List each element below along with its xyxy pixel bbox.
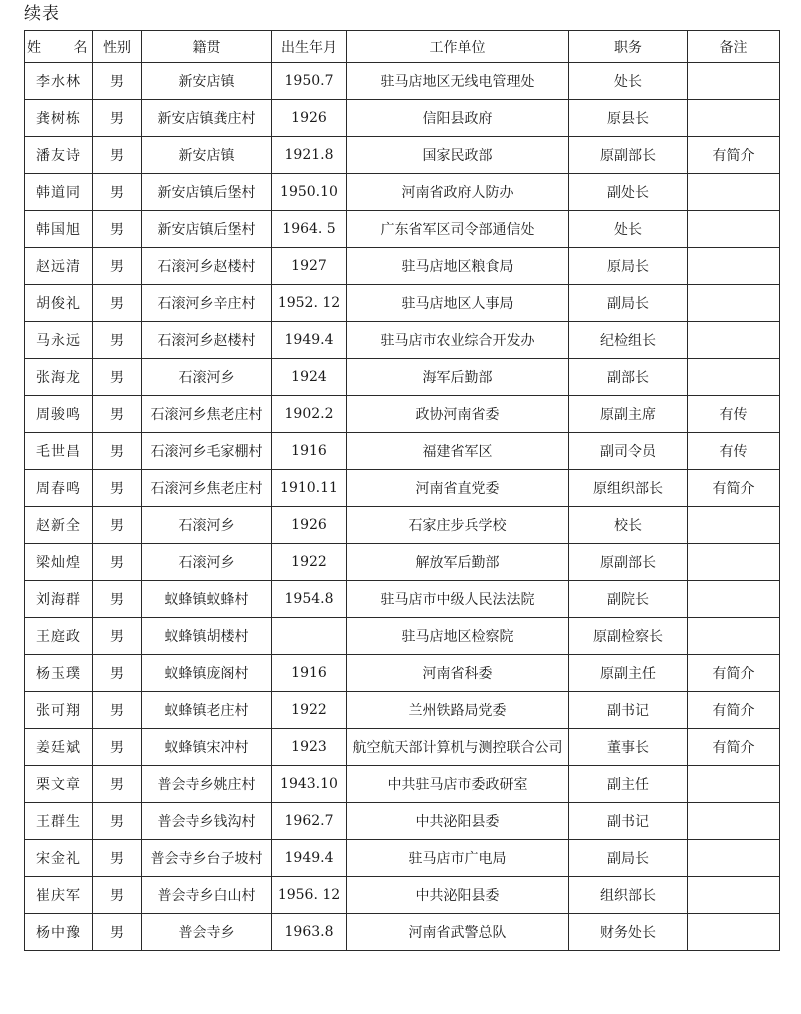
cell-note: 有简介	[688, 655, 780, 692]
table-row	[25, 470, 780, 507]
cell-birth: 1963.8	[272, 914, 347, 951]
cell-title: 副主任	[569, 766, 688, 803]
cell-origin: 石滚河乡焦老庄村	[142, 396, 272, 433]
cell-origin: 蚁蜂镇蚁蜂村	[142, 581, 272, 618]
cell-gender: 男	[93, 655, 142, 692]
cell-work: 中共泌阳县委	[347, 803, 569, 840]
table-row	[25, 174, 780, 211]
cell-name: 张海龙	[25, 359, 93, 396]
cell-title: 纪检组长	[569, 322, 688, 359]
cell-gender: 男	[93, 729, 142, 766]
cell-title: 处长	[569, 211, 688, 248]
cell-gender: 男	[93, 322, 142, 359]
personnel-table	[24, 30, 780, 951]
cell-work: 驻马店地区人事局	[347, 285, 569, 322]
cell-work: 河南省政府人防办	[347, 174, 569, 211]
cell-birth: 1921.8	[272, 137, 347, 174]
cell-birth: 1924	[272, 359, 347, 396]
cell-origin: 普会寺乡白山村	[142, 877, 272, 914]
cell-work: 驻马店地区粮食局	[347, 248, 569, 285]
cell-gender: 男	[93, 63, 142, 100]
cell-birth: 1952. 12	[272, 285, 347, 322]
cell-origin: 石滚河乡	[142, 544, 272, 581]
cell-work: 驻马店地区无线电管理处	[347, 63, 569, 100]
cell-note: 有传	[688, 433, 780, 470]
cell-note: 有简介	[688, 137, 780, 174]
cell-note	[688, 840, 780, 877]
cell-birth: 1950.7	[272, 63, 347, 100]
cell-name: 赵新全	[25, 507, 93, 544]
cell-name: 周骏鸣	[25, 396, 93, 433]
cell-birth: 1922	[272, 544, 347, 581]
cell-note	[688, 914, 780, 951]
header-workplace: 工作单位	[347, 31, 569, 63]
header-remarks: 备注	[688, 31, 780, 63]
cell-name: 赵远清	[25, 248, 93, 285]
cell-note	[688, 359, 780, 396]
table-row	[25, 766, 780, 803]
cell-birth: 1926	[272, 507, 347, 544]
cell-gender: 男	[93, 840, 142, 877]
table-row	[25, 137, 780, 174]
cell-birth: 1950.10	[272, 174, 347, 211]
cell-title: 原副部长	[569, 137, 688, 174]
cell-origin: 石滚河乡	[142, 507, 272, 544]
cell-gender: 男	[93, 914, 142, 951]
cell-name: 周春鸣	[25, 470, 93, 507]
table-row	[25, 359, 780, 396]
cell-name: 张可翔	[25, 692, 93, 729]
cell-work: 驻马店市广电局	[347, 840, 569, 877]
cell-title: 校长	[569, 507, 688, 544]
cell-work: 河南省科委	[347, 655, 569, 692]
cell-name: 栗文章	[25, 766, 93, 803]
cell-name: 潘友诗	[25, 137, 93, 174]
cell-note: 有简介	[688, 470, 780, 507]
table-row	[25, 285, 780, 322]
cell-gender: 男	[93, 877, 142, 914]
cell-work: 兰州铁路局党委	[347, 692, 569, 729]
cell-birth: 1962.7	[272, 803, 347, 840]
cell-gender: 男	[93, 359, 142, 396]
cell-origin: 石滚河乡辛庄村	[142, 285, 272, 322]
cell-gender: 男	[93, 396, 142, 433]
cell-gender: 男	[93, 581, 142, 618]
cell-name: 王群生	[25, 803, 93, 840]
cell-work: 中共泌阳县委	[347, 877, 569, 914]
table-row	[25, 729, 780, 766]
cell-gender: 男	[93, 211, 142, 248]
table-row	[25, 692, 780, 729]
cell-work: 驻马店市农业综合开发办	[347, 322, 569, 359]
cell-work: 河南省直党委	[347, 470, 569, 507]
cell-birth: 1902.2	[272, 396, 347, 433]
cell-title: 副司令员	[569, 433, 688, 470]
table-row	[25, 803, 780, 840]
cell-title: 副书记	[569, 692, 688, 729]
cell-title: 副局长	[569, 840, 688, 877]
cell-gender: 男	[93, 766, 142, 803]
header-row	[25, 31, 780, 63]
table-row	[25, 618, 780, 655]
cell-work: 驻马店地区检察院	[347, 618, 569, 655]
cell-title: 财务处长	[569, 914, 688, 951]
cell-origin: 普会寺乡姚庄村	[142, 766, 272, 803]
table-row	[25, 63, 780, 100]
cell-note	[688, 100, 780, 137]
cell-work: 政协河南省委	[347, 396, 569, 433]
table-row	[25, 396, 780, 433]
table-row	[25, 840, 780, 877]
cell-title: 原副主任	[569, 655, 688, 692]
cell-name: 韩国旭	[25, 211, 93, 248]
table-row	[25, 100, 780, 137]
cell-gender: 男	[93, 285, 142, 322]
cell-birth: 1954.8	[272, 581, 347, 618]
cell-birth: 1927	[272, 248, 347, 285]
header-origin: 籍贯	[142, 31, 272, 63]
cell-origin: 普会寺乡台子坡村	[142, 840, 272, 877]
cell-origin: 普会寺乡钱沟村	[142, 803, 272, 840]
cell-title: 副书记	[569, 803, 688, 840]
cell-birth	[272, 618, 347, 655]
cell-note	[688, 766, 780, 803]
cell-birth: 1949.4	[272, 322, 347, 359]
cell-work: 广东省军区司令部通信处	[347, 211, 569, 248]
cell-work: 国家民政部	[347, 137, 569, 174]
cell-name: 胡俊礼	[25, 285, 93, 322]
cell-origin: 新安店镇	[142, 137, 272, 174]
cell-origin: 石滚河乡赵楼村	[142, 322, 272, 359]
cell-name: 刘海群	[25, 581, 93, 618]
table-row	[25, 433, 780, 470]
cell-work: 中共驻马店市委政研室	[347, 766, 569, 803]
cell-work: 河南省武警总队	[347, 914, 569, 951]
cell-note	[688, 63, 780, 100]
cell-title: 副处长	[569, 174, 688, 211]
cell-birth: 1922	[272, 692, 347, 729]
cell-gender: 男	[93, 248, 142, 285]
cell-gender: 男	[93, 100, 142, 137]
cell-origin: 蚁蜂镇老庄村	[142, 692, 272, 729]
table-row	[25, 914, 780, 951]
cell-name: 杨玉璞	[25, 655, 93, 692]
cell-name: 梁灿煌	[25, 544, 93, 581]
cell-name: 宋金礼	[25, 840, 93, 877]
cell-work: 海军后勤部	[347, 359, 569, 396]
cell-origin: 普会寺乡	[142, 914, 272, 951]
cell-gender: 男	[93, 618, 142, 655]
table-row	[25, 544, 780, 581]
cell-birth: 1923	[272, 729, 347, 766]
cell-title: 副院长	[569, 581, 688, 618]
cell-note	[688, 322, 780, 359]
table-row	[25, 877, 780, 914]
cell-work: 解放军后勤部	[347, 544, 569, 581]
header-gender: 性别	[93, 31, 142, 63]
cell-birth: 1949.4	[272, 840, 347, 877]
cell-note	[688, 248, 780, 285]
table-header	[25, 31, 780, 63]
cell-origin: 石滚河乡毛家棚村	[142, 433, 272, 470]
table-caption: 续表	[24, 4, 60, 24]
cell-gender: 男	[93, 174, 142, 211]
cell-origin: 石滚河乡赵楼村	[142, 248, 272, 285]
header-position: 职务	[569, 31, 688, 63]
cell-gender: 男	[93, 692, 142, 729]
cell-name: 毛世昌	[25, 433, 93, 470]
cell-birth: 1926	[272, 100, 347, 137]
cell-name: 姜廷斌	[25, 729, 93, 766]
cell-name: 崔庆军	[25, 877, 93, 914]
cell-birth: 1910.11	[272, 470, 347, 507]
header-birth: 出生年月	[272, 31, 347, 63]
cell-title: 董事长	[569, 729, 688, 766]
cell-origin: 蚁蜂镇庞阁村	[142, 655, 272, 692]
cell-gender: 男	[93, 544, 142, 581]
cell-gender: 男	[93, 507, 142, 544]
cell-title: 原副检察长	[569, 618, 688, 655]
cell-origin: 石滚河乡	[142, 359, 272, 396]
cell-note	[688, 618, 780, 655]
cell-birth: 1956. 12	[272, 877, 347, 914]
cell-name: 王庭政	[25, 618, 93, 655]
cell-title: 副部长	[569, 359, 688, 396]
cell-note	[688, 211, 780, 248]
cell-title: 处长	[569, 63, 688, 100]
cell-title: 原组织部长	[569, 470, 688, 507]
cell-origin: 石滚河乡焦老庄村	[142, 470, 272, 507]
cell-gender: 男	[93, 803, 142, 840]
cell-note	[688, 877, 780, 914]
cell-note	[688, 581, 780, 618]
header-name: 姓 名	[25, 31, 93, 63]
cell-name: 马永远	[25, 322, 93, 359]
cell-origin: 新安店镇后堡村	[142, 211, 272, 248]
cell-name: 李水林	[25, 63, 93, 100]
cell-name: 杨中豫	[25, 914, 93, 951]
cell-work: 航空航天部计算机与测控联合公司	[347, 729, 569, 766]
cell-work: 信阳县政府	[347, 100, 569, 137]
cell-note	[688, 507, 780, 544]
table-row	[25, 211, 780, 248]
cell-birth: 1943.10	[272, 766, 347, 803]
cell-birth: 1916	[272, 433, 347, 470]
cell-origin: 新安店镇龚庄村	[142, 100, 272, 137]
cell-note	[688, 174, 780, 211]
cell-origin: 蚁蜂镇胡楼村	[142, 618, 272, 655]
cell-origin: 新安店镇后堡村	[142, 174, 272, 211]
cell-title: 原副部长	[569, 544, 688, 581]
table-row	[25, 322, 780, 359]
cell-title: 原县长	[569, 100, 688, 137]
cell-name: 韩道同	[25, 174, 93, 211]
cell-title: 副局长	[569, 285, 688, 322]
cell-work: 福建省军区	[347, 433, 569, 470]
table-row	[25, 581, 780, 618]
cell-gender: 男	[93, 470, 142, 507]
cell-origin: 蚁蜂镇宋冲村	[142, 729, 272, 766]
cell-gender: 男	[93, 433, 142, 470]
cell-note	[688, 803, 780, 840]
table-row	[25, 248, 780, 285]
table-row	[25, 655, 780, 692]
cell-birth: 1916	[272, 655, 347, 692]
table-body	[25, 63, 780, 951]
cell-work: 驻马店市中级人民法法院	[347, 581, 569, 618]
cell-note: 有简介	[688, 692, 780, 729]
cell-birth: 1964. 5	[272, 211, 347, 248]
cell-title: 组织部长	[569, 877, 688, 914]
cell-note	[688, 544, 780, 581]
cell-work: 石家庄步兵学校	[347, 507, 569, 544]
cell-note: 有传	[688, 396, 780, 433]
cell-origin: 新安店镇	[142, 63, 272, 100]
cell-note	[688, 285, 780, 322]
cell-title: 原副主席	[569, 396, 688, 433]
cell-note: 有简介	[688, 729, 780, 766]
cell-title: 原局长	[569, 248, 688, 285]
cell-gender: 男	[93, 137, 142, 174]
table-row	[25, 507, 780, 544]
cell-name: 龚树栋	[25, 100, 93, 137]
